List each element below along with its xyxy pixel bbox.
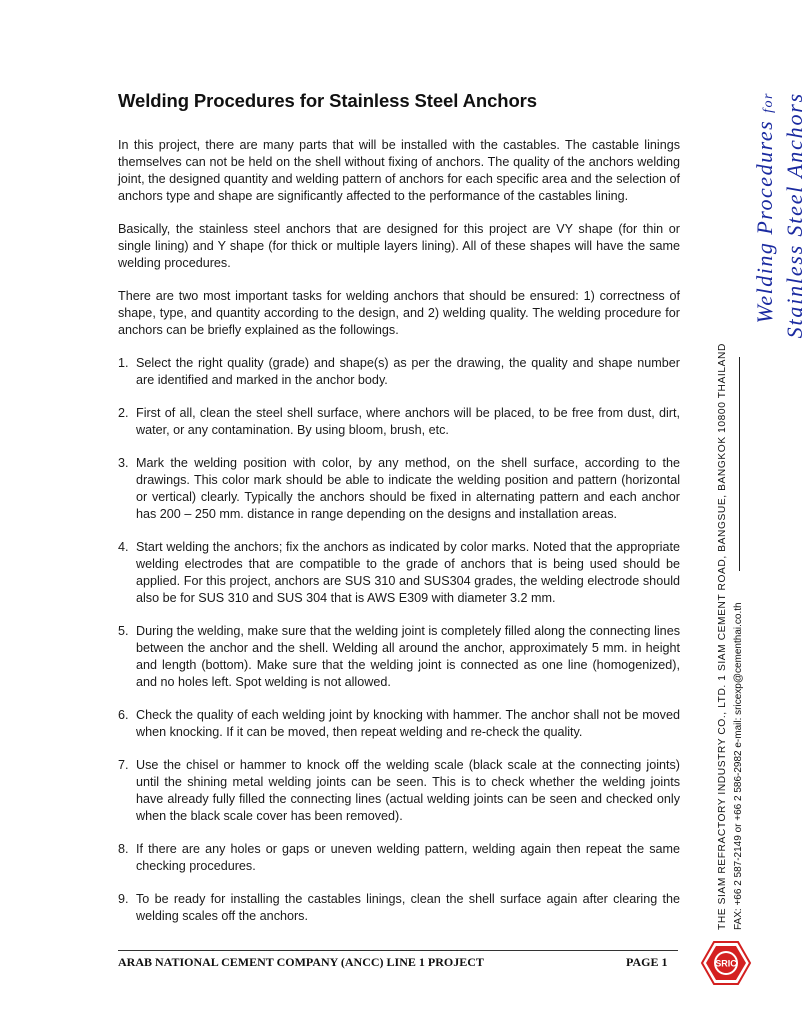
step-text: To be ready for installing the castables linings, clean the shell surface again after clearing the welding scales off the anchors. [136, 892, 680, 923]
step-text: If there are any holes or gaps or uneven welding pattern, welding again then repeat the same checking procedures. [136, 842, 680, 873]
step-text: Check the quality of each welding joint by knocking with hammer. The anchor shall not be moved when knocking. If it can be moved, then repeat welding and re-check the quality. [136, 708, 680, 739]
step-text: First of all, clean the steel shell surface, where anchors will be placed, to be free from dust, dirt, water, or any contamination. By using bloom, brush, etc. [136, 406, 680, 437]
step-text: During the welding, make sure that the welding joint is completely filled along the connecting lines between the anchor and the shell. Welding all around the anchor, approximately 5 mm. in height and length (bottom). Make sure that the welding joint is connected as one line (homogenized), and no holes left. Spot welding is not allowed. [136, 624, 680, 689]
document-body [118, 137, 680, 941]
step-number: 3. [118, 456, 129, 470]
step-number: 2. [118, 406, 129, 420]
step-number: 4. [118, 540, 129, 554]
step-text: Mark the welding position with color, by any method, on the shell surface, according to the drawings. This color mark should be able to indicate the welding position and pattern (horizontal or vertical) clearly. Typically the anchors should be fixed in alternating pattern and each anchor has 200 – 250 mm. distance in range depending on the designs and installation areas. [136, 456, 680, 521]
procedure-step [118, 707, 680, 741]
step-number: 8. [118, 842, 129, 856]
procedure-step [118, 841, 680, 875]
procedure-step [118, 455, 680, 523]
step-number: 1. [118, 356, 129, 370]
step-number: 5. [118, 624, 129, 638]
sidebar-company-address: THE SIAM REFRACTORY INDUSTRY CO., LTD. 1 SIAM CEMENT ROAD, BANGSUE, BANGKOK 10800 THAILAND [717, 343, 728, 930]
step-text: Start welding the anchors; fix the anchors as indicated by color marks. Noted that the appropriate welding electrodes that are compatible to the grade of anchors that is being used should be applied. For this project, anchors are SUS 310 and SUS304 grades, the welding electrode should also be for SUS 310 and SUS 304 that is AWS E309 with diameter 3.2 mm. [136, 540, 680, 605]
sidebar-title-line2: Stainless Steel Anchors [782, 92, 807, 339]
footer-page-number: PAGE 1 [626, 955, 668, 969]
procedure-list [118, 355, 680, 925]
sidebar-title-line1: Welding Procedures [752, 119, 777, 324]
step-number: 6. [118, 708, 129, 722]
procedure-step [118, 355, 680, 389]
sric-logo-icon [700, 940, 752, 986]
logo-text: SRIC [715, 958, 737, 969]
step-text: Select the right quality (grade) and shape(s) as per the drawing, the quality and shape number are identified and marked in the anchor body. [136, 356, 680, 387]
step-text: Use the chisel or hammer to knock off the welding scale (black scale at the connecting joints) until the shining metal welding joints can be seen. This is to check whether the welding joints have already fully filled the connecting lines (actual welding joints can be seen and checked only when the black scale cover has been removed). [136, 758, 680, 823]
procedure-step [118, 539, 680, 607]
paragraph: Basically, the stainless steel anchors that are designed for this project are VY shape (for thin or single lining) and Y shape (for thick or multiple layers lining). All of these shapes will have the same welding procedures. [118, 222, 680, 270]
procedure-step [118, 757, 680, 825]
step-number: 9. [118, 892, 129, 906]
footer-project: ARAB NATIONAL CEMENT COMPANY (ANCC) LINE 1 PROJECT [118, 955, 484, 969]
procedure-step [118, 623, 680, 691]
footer-divider [118, 950, 678, 951]
sidebar-title-for: for [761, 92, 776, 113]
document-title: Welding Procedures for Stainless Steel Anchors [118, 90, 537, 111]
paragraph: In this project, there are many parts that will be installed with the castables. The castable linings themselves can not be held on the shell without fixing of anchors. The quality of the anchors welding joint, the designed quantity and welding pattern of anchors for each specific area and the selection of anchors type and shape are significantly affected to the performance of the castables lining. [118, 138, 680, 203]
procedure-step [118, 405, 680, 439]
step-number: 7. [118, 758, 129, 772]
sidebar-contact-info: FAX: +66 2 587-2149 or +66 2 586-2982 e-mail: sricexp@cementhai.co.th [733, 602, 744, 930]
sidebar-divider [739, 357, 740, 571]
procedure-step [118, 891, 680, 925]
sidebar-title [752, 92, 808, 338]
paragraph: There are two most important tasks for welding anchors that should be ensured: 1) correctness of shape, type, and quantity according to the design, and 2) welding quality. The welding procedure for anchors can be briefly explained as the followings. [118, 289, 680, 337]
